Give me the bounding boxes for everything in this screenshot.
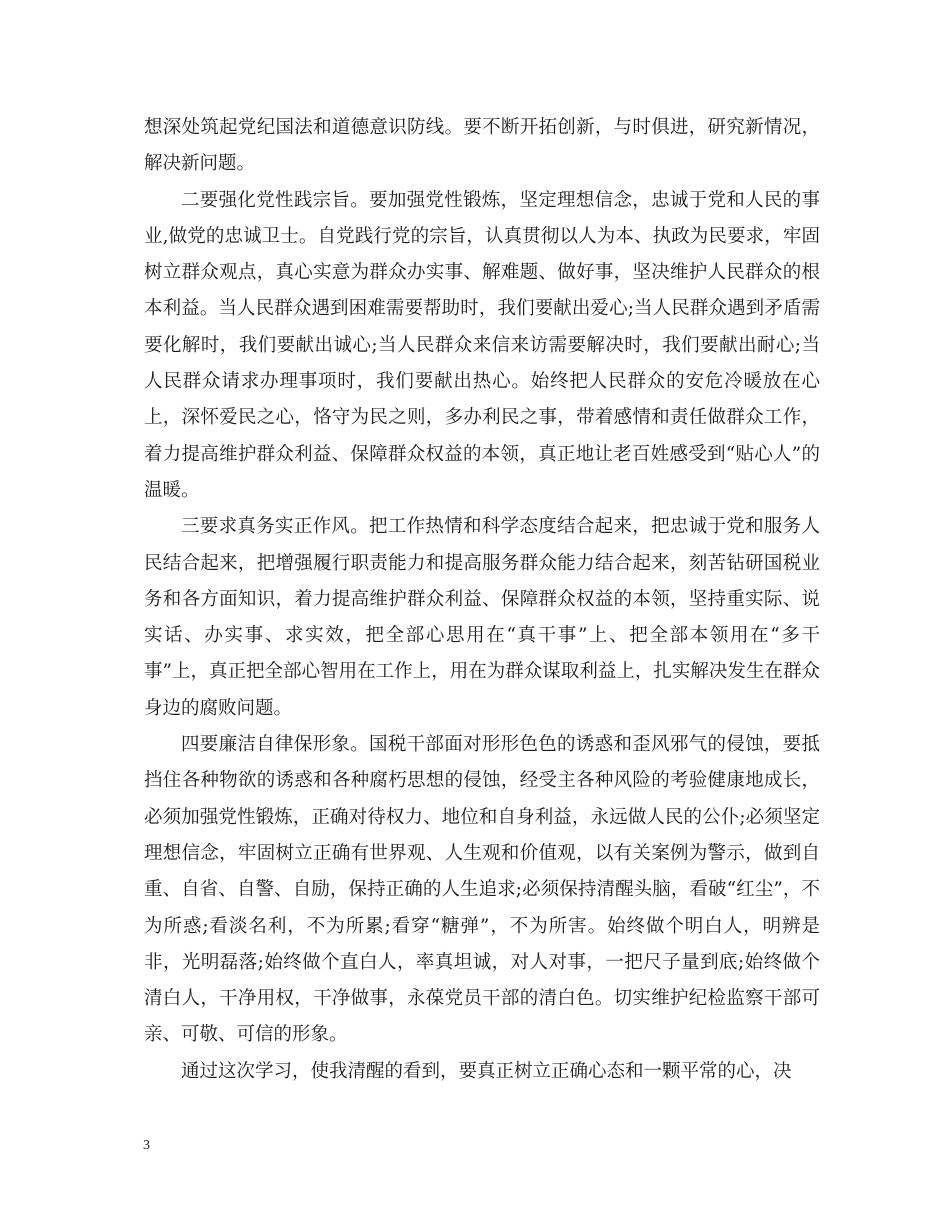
page-number: 3: [143, 1138, 150, 1153]
paragraph-1: 想深处筑起党纪国法和道德意识防线。要不断开拓创新，与时俱进，研究新情况，解决新问题。: [144, 117, 820, 175]
paragraph-4: 四要廉洁自律保形象。国税干部面对形形色色的诱惑和歪风邪气的侵蚀，要抵挡住各种物欲的诱惑和各种腐朽思想的侵蚀，经受主各种风险的考验健康地成长，必须加强党性锻炼，正确对待权力、地位和自身利益，永远做人民的公仆;必须坚定理想信念，牢固树立正确有世界观、人生观和价值观，以有关案例为警示，做到自重、自省、自警、自励，保持正确的人生追求;必须保持清醒头脑，看破“红尘”，不为所惑;看淡名利，不为所累;看穿“糖弹”，不为所害。始终做个明白人，明辨是非，光明磊落;始终做个直白人，率真坦诚，对人对事，一把尺子量到底;始终做个清白人，干净用权，干净做事，永葆党员干部的清白色。切实维护纪检监察干部可亲、可敬、可信的形象。: [144, 734, 820, 1046]
paragraph-2: 二要强化党性践宗旨。要加强党性锻炼，坚定理想信念，忠诚于党和人民的事业,做党的忠诚卫士。自党践行党的宗旨，认真贯彻以人为本、执政为民要求，牢固树立群众观点，真心实意为群众办实事、解难题、做好事，坚决维护人民群众的根本利益。当人民群众遇到困难需要帮助时，我们要献出爱心;当人民群众遇到矛盾需要化解时，我们要献出诚心;当人民群众来信来访需要解决时，我们要献出耐心;当人民群众请求办理事项时，我们要献出热心。始终把人民群众的安危冷暖放在心上，深怀爱民之心，恪守为民之则，多办利民之事，带着感情和责任做群众工作，着力提高维护群众利益、保障群众权益的本领，真正地让老百姓感受到“贴心人”的温暖。: [144, 189, 820, 501]
document-body: [144, 110, 820, 1090]
paragraph-3: 三要求真务实正作风。把工作热情和科学态度结合起来，把忠诚于党和服务人民结合起来，把增强履行职责能力和提高服务群众能力结合起来，刻苦钻研国税业务和各方面知识，着力提高维护群众利益、保障群众权益的本领，坚持重实际、说实话、办实事、求实效，把全部心思用在“真干事”上、把全部本领用在“多干事”上，真正把全部心智用在工作上，用在为群众谋取利益上，扎实解决发生在群众身边的腐败问题。: [144, 516, 820, 719]
paragraph-5: 通过这次学习，使我清醒的看到，要真正树立正确心态和一颗平常的心，决: [181, 1060, 792, 1082]
